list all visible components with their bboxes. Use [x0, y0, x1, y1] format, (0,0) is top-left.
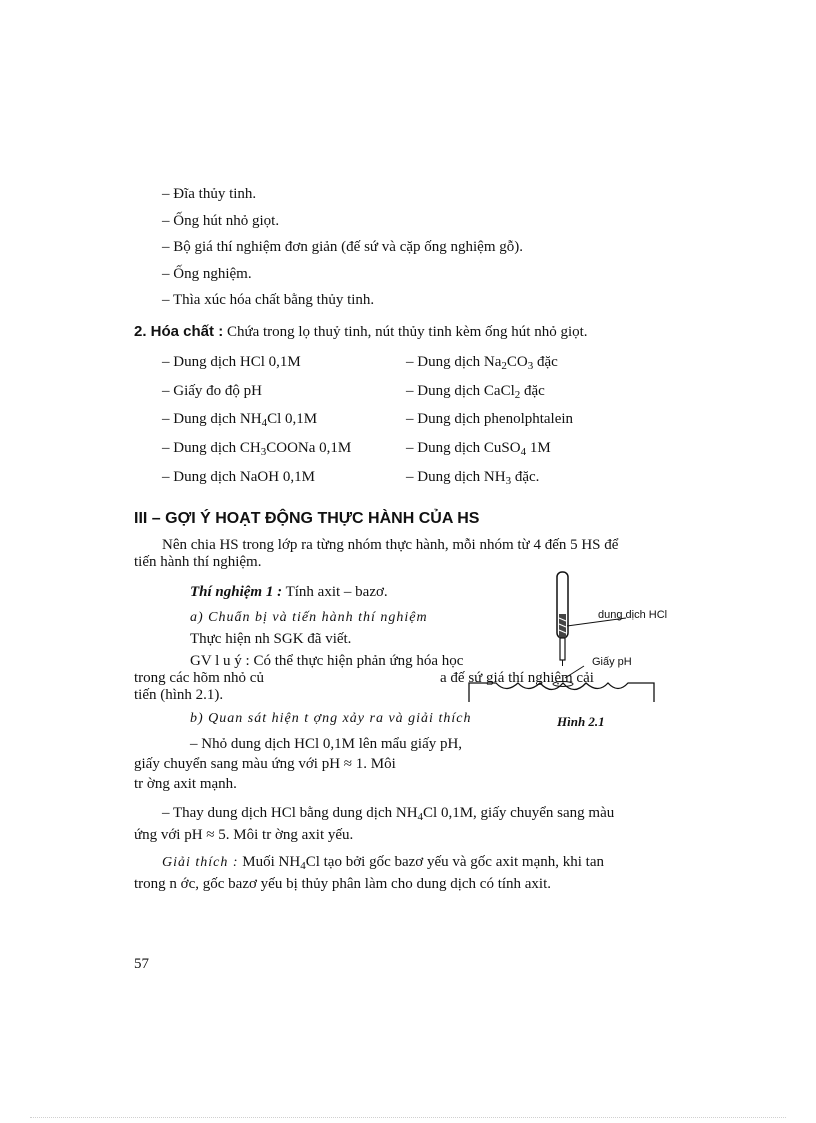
- chemical-item: – Dung dịch HCl 0,1M: [162, 354, 301, 370]
- equipment-item: – Đĩa thủy tinh.: [162, 186, 257, 202]
- chemical-item: – Dung dịch $Na_2CO_3$ đặc: [406, 354, 558, 372]
- equipment-item: – Thìa xúc hóa chất bằng thủy tinh.: [162, 292, 375, 308]
- paragraph-line: a đế sứ giá thí nghiệm cải: [440, 670, 594, 686]
- figure-label-hcl: dung dịch HCl: [598, 609, 668, 621]
- chemical-item: – Dung dịch CaCl$_2$ đặc: [406, 383, 545, 401]
- chemicals-heading-line: [134, 323, 588, 341]
- paragraph-line: trong các hõm nhỏ củ: [134, 670, 264, 686]
- chemical-item: – Dung dịch phenolphtalein: [406, 411, 574, 427]
- section-heading: III – GỢI Ý HOẠT ĐỘNG THỰC HÀNH CỦA HS: [134, 510, 480, 527]
- figure-caption: Hình 2.1: [557, 714, 605, 729]
- paragraph-line: Giải thích : Muối $NH_4Cl$ tạo bởi gốc bazơ yếu và gốc axit mạnh, khi tan: [162, 854, 605, 872]
- subheading: a) Chuẩn bị và tiến hành thí nghiệm: [190, 610, 428, 625]
- figure-label-ph: Giấy pH: [592, 656, 632, 668]
- chemical-item: – Giấy đo độ pH: [162, 383, 262, 399]
- paragraph-line: giấy chuyển sang màu ứng với pH ≈ 1. Môi: [134, 756, 396, 772]
- chemical-item: – Dung dịch $CH_3COONa$ 0,1M: [162, 440, 352, 458]
- paragraph-line: tr ờng axit mạnh.: [134, 776, 237, 792]
- chemical-item: – Dung dịch NaOH 0,1M: [162, 469, 315, 485]
- paragraph-line: ứng với pH ≈ 5. Môi tr ờng axit yếu.: [134, 827, 354, 843]
- paragraph-line: tiến (hình 2.1).: [134, 687, 224, 703]
- chemicals-heading: 2. Hóa chất :: [134, 323, 224, 340]
- paragraph-line: trong n ớc, gốc bazơ yếu bị thủy phân làm cho dung dịch có tính axit.: [134, 876, 552, 892]
- experiment-title: Thí nghiệm 1 :: [190, 584, 283, 600]
- subheading: b) Quan sát hiện t ợng xảy ra và giải thích: [190, 711, 472, 726]
- paragraph-line: GV l u ý : Có thể thực hiện phản ứng hóa học: [190, 653, 464, 669]
- equipment-item: – Bộ giá thí nghiệm đơn giản (đế sứ và cặp ống nghiệm gỗ).: [162, 239, 523, 255]
- page-number: 57: [134, 956, 149, 972]
- paragraph-line: – Thay dung dịch HCl bằng dung dịch $NH_4Cl$ 0,1M, giấy chuyển sang màu: [162, 805, 615, 823]
- chemical-item: – Dung dịch CuSO$_4$ 1M: [406, 440, 551, 458]
- figure-dropper-diagram: [466, 566, 690, 736]
- paragraph-line: Nên chia HS trong lớp ra từng nhóm thực hành, mỗi nhóm từ 4 đến 5 HS để: [162, 537, 619, 553]
- dropper-tip: [560, 638, 565, 660]
- explanation-label: Giải thích :: [162, 855, 239, 870]
- page-edge-line: [30, 1117, 786, 1118]
- paragraph-line: Thực hiện nh SGK đã viết.: [190, 631, 352, 647]
- chemicals-intro: Chứa trong lọ thuỷ tinh, nút thủy tinh kèm ống hút nhỏ giọt.: [223, 324, 588, 340]
- porcelain-base: [469, 683, 654, 702]
- equipment-item: – Ống nghiệm.: [162, 266, 252, 282]
- paragraph-line: – Nhỏ dung dịch HCl 0,1M lên mẩu giấy pH,: [190, 736, 463, 752]
- experiment-title-line: Thí nghiệm 1 : Tính axit – bazơ.: [190, 584, 388, 600]
- chemical-item: – Dung dịch $NH_3$ đặc.: [406, 469, 540, 487]
- equipment-item: – Ống hút nhỏ giọt.: [162, 213, 280, 229]
- chemical-item: – Dung dịch $NH_4Cl$ 0,1M: [162, 411, 318, 429]
- paragraph-line: tiến hành thí nghiệm.: [134, 554, 262, 570]
